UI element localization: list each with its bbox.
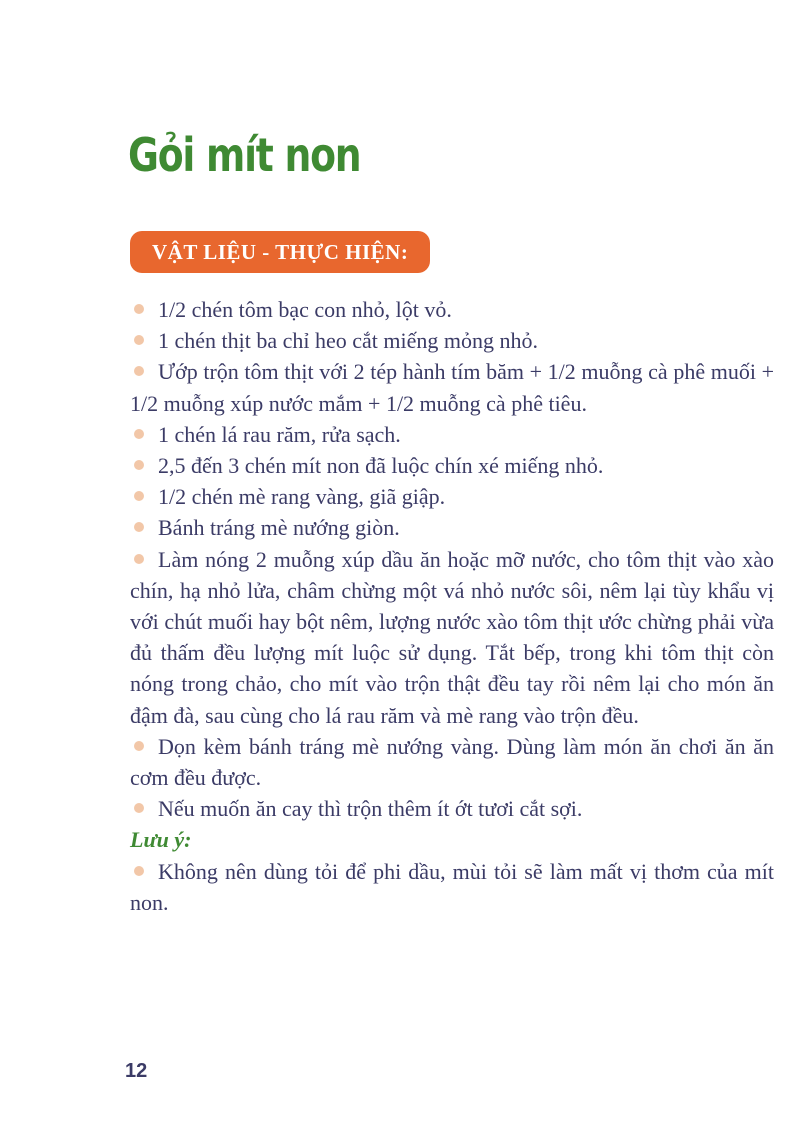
ingredient-text: 1/2 chén tôm bạc con nhỏ, lột vỏ.: [158, 297, 452, 322]
ingredient-item: [130, 419, 774, 450]
ingredient-item: [130, 481, 774, 512]
bullet-dot-icon: [134, 429, 144, 439]
instruction-text: Nếu muốn ăn cay thì trộn thêm ít ớt tươi cắt sợi.: [158, 796, 583, 822]
ingredient-item: [130, 356, 774, 418]
bullet-dot-icon: [134, 460, 144, 470]
bullet-dot-icon: [134, 304, 144, 314]
ingredient-text: 1 chén lá rau răm, rửa sạch.: [158, 421, 401, 447]
instruction-item: [130, 731, 774, 793]
ingredient-text: Ướp trộn tôm thịt với 2 tép hành tím băm + 1/2 muỗng cà phê muối + 1/2 muỗng xúp nước mắm + 1/2 muỗng cà phê tiêu.: [130, 359, 774, 416]
ingredient-text: Bánh tráng mè nướng giòn.: [158, 515, 400, 541]
bullet-dot-icon: [134, 866, 144, 876]
instruction-text: Dọn kèm bánh tráng mè nướng vàng. Dùng làm món ăn chơi ăn ăn cơm đều được.: [130, 733, 774, 791]
note-item: [130, 856, 774, 918]
bullet-dot-icon: [134, 491, 144, 501]
ingredient-item: [130, 512, 774, 543]
ingredient-item: [130, 294, 774, 325]
note-heading: Lưu ý:: [130, 827, 192, 853]
instruction-text: Làm nóng 2 muỗng xúp dầu ăn hoặc mỡ nước, cho tôm thịt vào xào chín, hạ nhỏ lửa, châm chừng một vá nhỏ nước sôi, nêm lại tùy khẩu vị với chút muối hay bột nêm, lượng nước xào tôm thịt ước chừng phải vừa đủ thấm đều lượng mít luộc sử dụng. Tắt bếp, trong khi tôm thịt còn nóng trong chảo, cho mít vào trộn thật đều tay rồi nêm lại cho món ăn đậm đà, sau cùng cho lá rau răm và mè rang vào trộn đều.: [130, 546, 774, 728]
ingredient-item: [130, 325, 774, 356]
bullet-dot-icon: [134, 554, 144, 564]
recipe-body: [130, 294, 774, 918]
bullet-dot-icon: [134, 366, 144, 376]
bullet-dot-icon: [134, 335, 144, 345]
ingredient-text: 2,5 đến 3 chén mít non đã luộc chín xé miếng nhỏ.: [158, 453, 604, 479]
ingredient-item: [130, 450, 774, 481]
section-heading-badge: VẬT LIỆU - THỰC HIỆN:: [130, 231, 430, 273]
ingredient-text: 1 chén thịt ba chỉ heo cắt miếng mỏng nhỏ.: [158, 328, 539, 354]
page-number: 12: [125, 1060, 148, 1082]
bullet-dot-icon: [134, 741, 144, 751]
ingredient-text: 1/2 chén mè rang vàng, giã giập.: [158, 484, 446, 510]
recipe-title: Gỏi mít non: [128, 128, 361, 182]
instruction-item: [130, 544, 774, 731]
bullet-dot-icon: [134, 803, 144, 813]
note-text: Không nên dùng tỏi để phi dầu, mùi tỏi sẽ làm mất vị thơm của mít non.: [130, 858, 774, 915]
bullet-dot-icon: [134, 522, 144, 532]
instruction-item: [130, 793, 774, 824]
